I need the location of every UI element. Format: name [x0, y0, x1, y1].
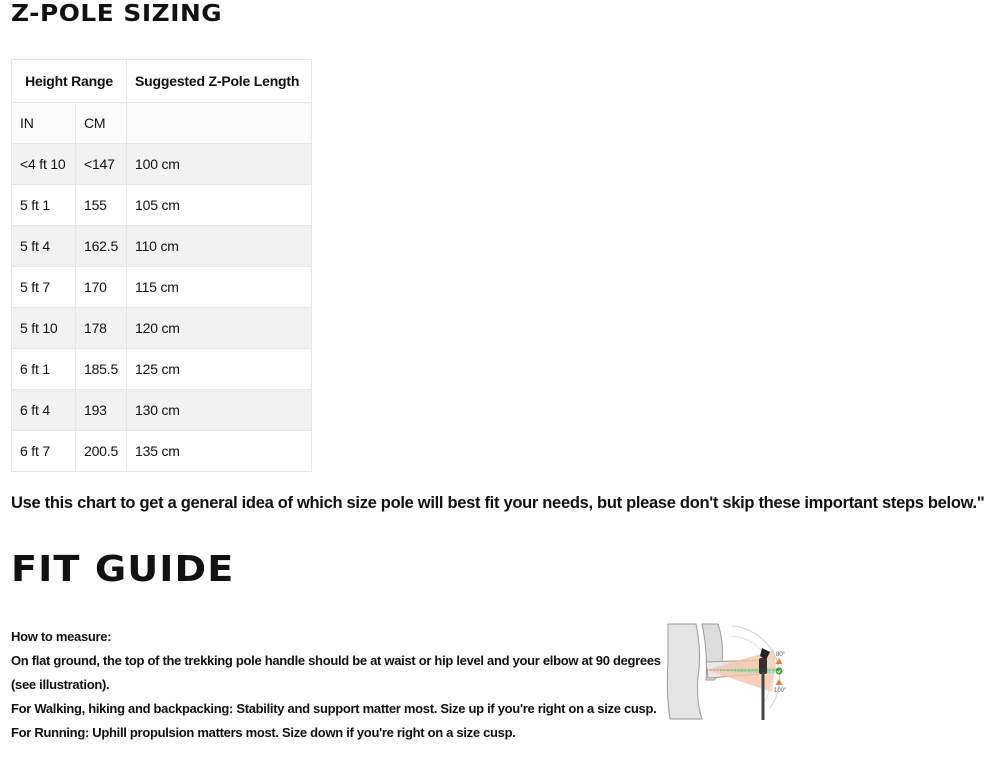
height-in-cell: 5 ft 10 [12, 308, 76, 349]
pole-length-cell: 120 cm [127, 308, 312, 349]
fit-guide-title: FIT GUIDE [11, 549, 235, 590]
guide-line: How to measure: [11, 629, 112, 644]
table-row [12, 390, 312, 431]
pole-length-cell: 125 cm [127, 349, 312, 390]
table-row [12, 308, 312, 349]
angle-label: 80° [776, 652, 786, 658]
guide-line: For Running: Uphill propulsion matters most. Size down if you're right on a size cusp. [11, 725, 516, 740]
pole-length-cell: 110 cm [127, 226, 312, 267]
height-cm-cell: <147 [76, 144, 127, 185]
sizing-table [11, 59, 312, 472]
guide-line: On flat ground, the top of the trekking pole handle should be at waist or hip level and your elbow at 90 degrees (see illustration). [11, 653, 661, 692]
height-cm-cell: 185.5 [76, 349, 127, 390]
height-cm-cell: 155 [76, 185, 127, 226]
units-row [12, 103, 312, 144]
height-in-cell: 6 ft 1 [12, 349, 76, 390]
unit-in: IN [12, 103, 76, 144]
table-row [12, 267, 312, 308]
guide-line: For Walking, hiking and backpacking: Stability and support matter most. Size up if you're right on a size cusp. [11, 701, 657, 716]
height-cm-cell: 200.5 [76, 431, 127, 472]
table-row [12, 349, 312, 390]
table-row [12, 144, 312, 185]
height-cm-cell: 162.5 [76, 226, 127, 267]
height-in-cell: 5 ft 4 [12, 226, 76, 267]
angle-label: 100° [774, 688, 787, 694]
table-row [12, 226, 312, 267]
pole-length-cell: 100 cm [127, 144, 312, 185]
pole-length-cell: 135 cm [127, 431, 312, 472]
sizing-title: Z-POLE SIZING [11, 1, 223, 27]
height-in-cell: 6 ft 7 [12, 431, 76, 472]
height-in-cell: 5 ft 7 [12, 267, 76, 308]
unit-cm: CM [76, 103, 127, 144]
height-in-cell: <4 ft 10 [12, 144, 76, 185]
chart-note: Use this chart to get a general idea of which size pole will best fit your needs, but please don't skip these important steps below." [11, 494, 985, 512]
table-row [12, 431, 312, 472]
height-cm-cell: 193 [76, 390, 127, 431]
pole-length-cell: 115 cm [127, 267, 312, 308]
fit-guide-text [11, 625, 661, 745]
pole-length-cell: 105 cm [127, 185, 312, 226]
height-in-cell: 5 ft 1 [12, 185, 76, 226]
suggested-length-header: Suggested Z-Pole Length [127, 60, 312, 103]
height-cm-cell: 178 [76, 308, 127, 349]
table-row [12, 185, 312, 226]
unit-empty [127, 103, 312, 144]
height-range-header: Height Range [12, 60, 127, 103]
table-header-row [12, 60, 312, 103]
elbow-angle-illustration [666, 622, 790, 720]
height-cm-cell: 170 [76, 267, 127, 308]
height-in-cell: 6 ft 4 [12, 390, 76, 431]
pole-length-cell: 130 cm [127, 390, 312, 431]
